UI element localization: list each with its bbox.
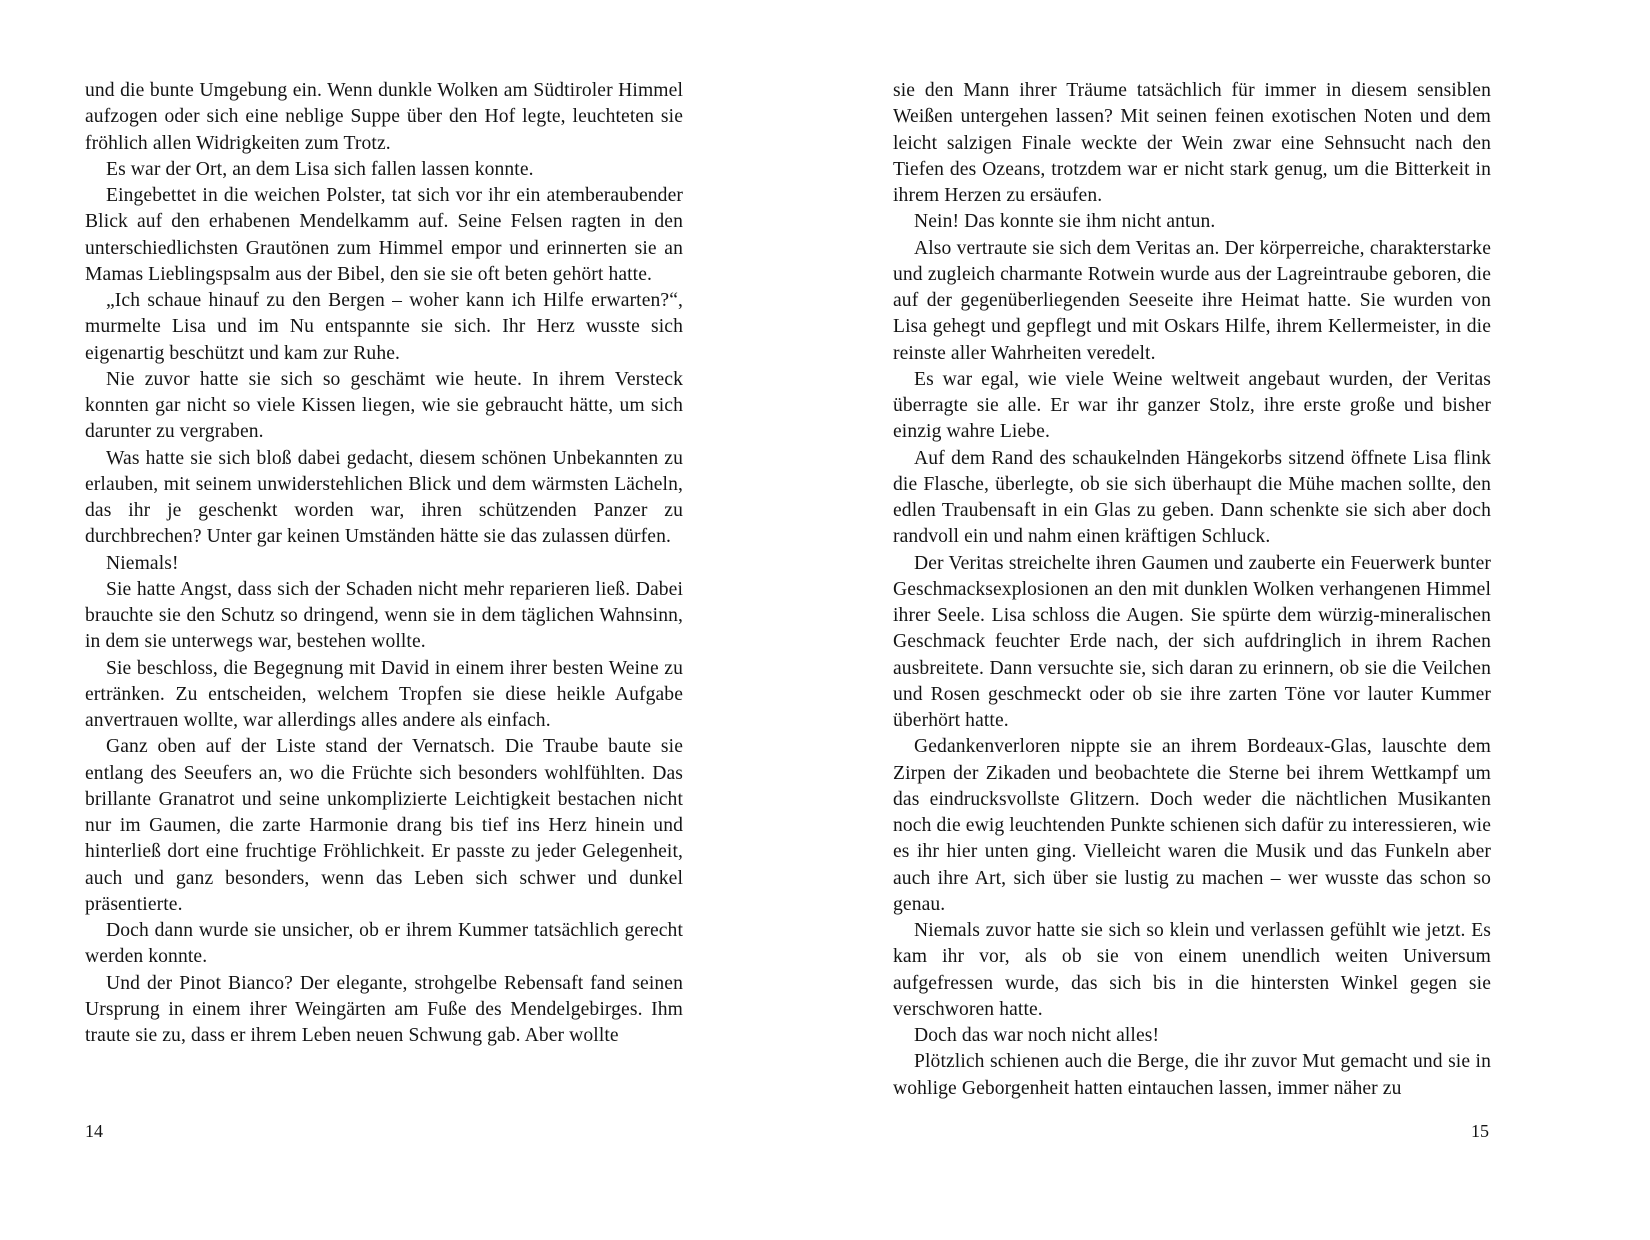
paragraph: Plötzlich schienen auch die Berge, die ihr zuvor Mut gemacht und sie in wohlige Geborgenheit hatten eintauchen lassen, immer näher zu xyxy=(893,1051,1491,1099)
paragraph: Doch das war noch nicht alles! xyxy=(914,1025,1160,1046)
paragraph: Also vertraute sie sich dem Veritas an. Der körperreiche, charakterstarke und zugleich charmante Rotwein wurde aus der Lagreintraube geboren, die auf der gegenüberliegenden Seeseite ihre Heimat hatte. Sie wurden von Lisa gehegt und gepflegt und mit Oskars Hilfe, ihrem Kellermeister, in die reinste aller Wahrheiten veredelt. xyxy=(893,237,1491,364)
paragraph: Auf dem Rand des schaukelnden Hängekorbs sitzend öffnete Lisa flink die Flasche, überlegte, ob sie sich überhaupt die Mühe machen sollte, den edlen Traubensaft in ein Glas zu geben. Dann schenkte sie sich aber doch randvoll ein und nahm einen kräftigen Schluck. xyxy=(893,447,1491,548)
paragraph: Gedankenverloren nippte sie an ihrem Bordeaux-Glas, lauschte dem Zirpen der Zikaden und beobachtete die Sterne bei ihrem Wettkampf um das eindrucksvollste Glitzern. Doch weder die nächtlichen Musikanten noch die ewig leuchtenden Punkte schienen sich dafür zu interessieren, wie es ihr hier unten ging. Vielleicht waren die Musik und das Funkeln aber auch ihre Art, sich über sie lustig zu machen – wer wusste das schon so genau. xyxy=(893,736,1491,915)
paragraph: Sie beschloss, die Begegnung mit David in einem ihrer besten Weine zu ertränken. Zu entscheiden, welchem Tropfen sie diese heikle Aufgabe anvertrauen wollte, war allerdings alles andere als einfach. xyxy=(85,657,683,731)
paragraph: Was hatte sie sich bloß dabei gedacht, diesem schönen Unbekannten zu erlauben, mit seinem unwiderstehlichen Blick und dem wärmsten Lächeln, das ihr je geschenkt worden war, ihren schützenden Panzer zu durchbrechen? Unter gar keinen Umständen hätte sie das zulassen dürfen. xyxy=(85,447,683,548)
paragraph: Der Veritas streichelte ihren Gaumen und zauberte ein Feuerwerk bunter Geschmacksexplosionen an den mit dunklen Wolken verhangenen Himmel ihrer Seele. Lisa schloss die Augen. Sie spürte dem würzig-mineralischen Geschmack feuchter Erde nach, der sich aufdringlich in ihrem Rachen ausbreitete. Dann versuchte sie, sich daran zu erinnern, ob sie die Veilchen und Rosen geschmeckt oder ob sie ihre zarten Töne vor lauter Kummer überhört hatte. xyxy=(893,552,1491,731)
paragraph: Es war egal, wie viele Weine weltweit angebaut wurden, der Veritas überragte sie alle. Er war ihr ganzer Stolz, ihre erste große und bisher einzig wahre Liebe. xyxy=(893,368,1491,443)
page-number-left: 14 xyxy=(85,1121,103,1141)
paragraph: Doch dann wurde sie unsicher, ob er ihrem Kummer tatsächlich gerecht werden konnte. xyxy=(85,920,683,968)
page-number-right: 15 xyxy=(1471,1121,1489,1141)
paragraph: Nie zuvor hatte sie sich so geschämt wie heute. In ihrem Versteck konnten gar nicht so viele Kissen liegen, wie sie gebraucht hätte, um sich darunter zu vergraben. xyxy=(85,368,683,443)
paragraph: Sie hatte Angst, dass sich der Schaden nicht mehr reparieren ließ. Dabei brauchte sie den Schutz so dringend, wenn sie in dem täglichen Wahnsinn, in dem sie unterwegs war, bestehen wollte. xyxy=(85,578,683,653)
paragraph: Ganz oben auf der Liste stand der Vernatsch. Die Traube baute sie entlang des Seeufers an, wo die Früchte sich besonders wohlfühlten. Das brillante Granatrot und seine unkomplizierte Leichtigkeit bestachen nicht nur im Gaumen, die zarte Harmonie drang bis tief ins Herz hinein und hinterließ dort eine fruchtige Fröhlichkeit. Er passte zu jeder Gelegenheit, auch und ganz besonders, wenn das Leben sich schwer und dunkel präsentierte. xyxy=(85,736,683,915)
paragraph: Eingebettet in die weichen Polster, tat sich vor ihr ein atemberaubender Blick auf den erhabenen Mendelkamm auf. Seine Felsen ragten in den unterschiedlichsten Grautönen zum Himmel empor und erinnerten sie an Mamas Lieblingspsalm aus der Bibel, den sie sie oft beten gehört hatte. xyxy=(85,185,683,285)
paragraph: Niemals zuvor hatte sie sich so klein und verlassen gefühlt wie jetzt. Es kam ihr vor, als ob sie von einem unendlich weiten Universum aufgefressen wurde, das sich bis in die hintersten Winkel gegen sie verschworen hatte. xyxy=(893,920,1491,1020)
paragraph: Niemals! xyxy=(106,552,179,574)
paragraph: sie den Mann ihrer Träume tatsächlich für immer in diesem sensiblen Weißen untergehen lassen? Mit seinen feinen exotischen Noten und dem leicht salzigen Finale weckte der Wein zwar eine Sehnsucht nach den Tiefen des Ozeans, trotzdem war er nicht stark genug, um die Bitterkeit in ihrem Herzen zu ersäufen. xyxy=(893,80,1491,206)
right-page-text xyxy=(893,78,1491,1102)
paragraph: Und der Pinot Bianco? Der elegante, strohgelbe Rebensaft fand seinen Ursprung in einem ihrer Weingärten am Fuße des Mendelgebirges. Ihm traute sie zu, dass er ihrem Leben neuen Schwung gab. Aber wollte xyxy=(85,972,683,1046)
paragraph: „Ich schaue hinauf zu den Bergen – woher kann ich Hilfe erwarten?“, murmelte Lisa und im Nu entspannte sie sich. Ihr Herz wusste sich eigenartig beschützt und kam zur Ruhe. xyxy=(85,290,683,364)
left-page-text xyxy=(85,78,683,1049)
paragraph: Es war der Ort, an dem Lisa sich fallen lassen konnte. xyxy=(106,158,534,180)
paragraph: und die bunte Umgebung ein. Wenn dunkle Wolken am Südtiroler Himmel aufzogen oder sich eine neblige Suppe über den Hof legte, leuchteten sie fröhlich allen Widrigkeiten zum Trotz. xyxy=(85,80,683,154)
paragraph: Nein! Das konnte sie ihm nicht antun. xyxy=(914,211,1216,233)
